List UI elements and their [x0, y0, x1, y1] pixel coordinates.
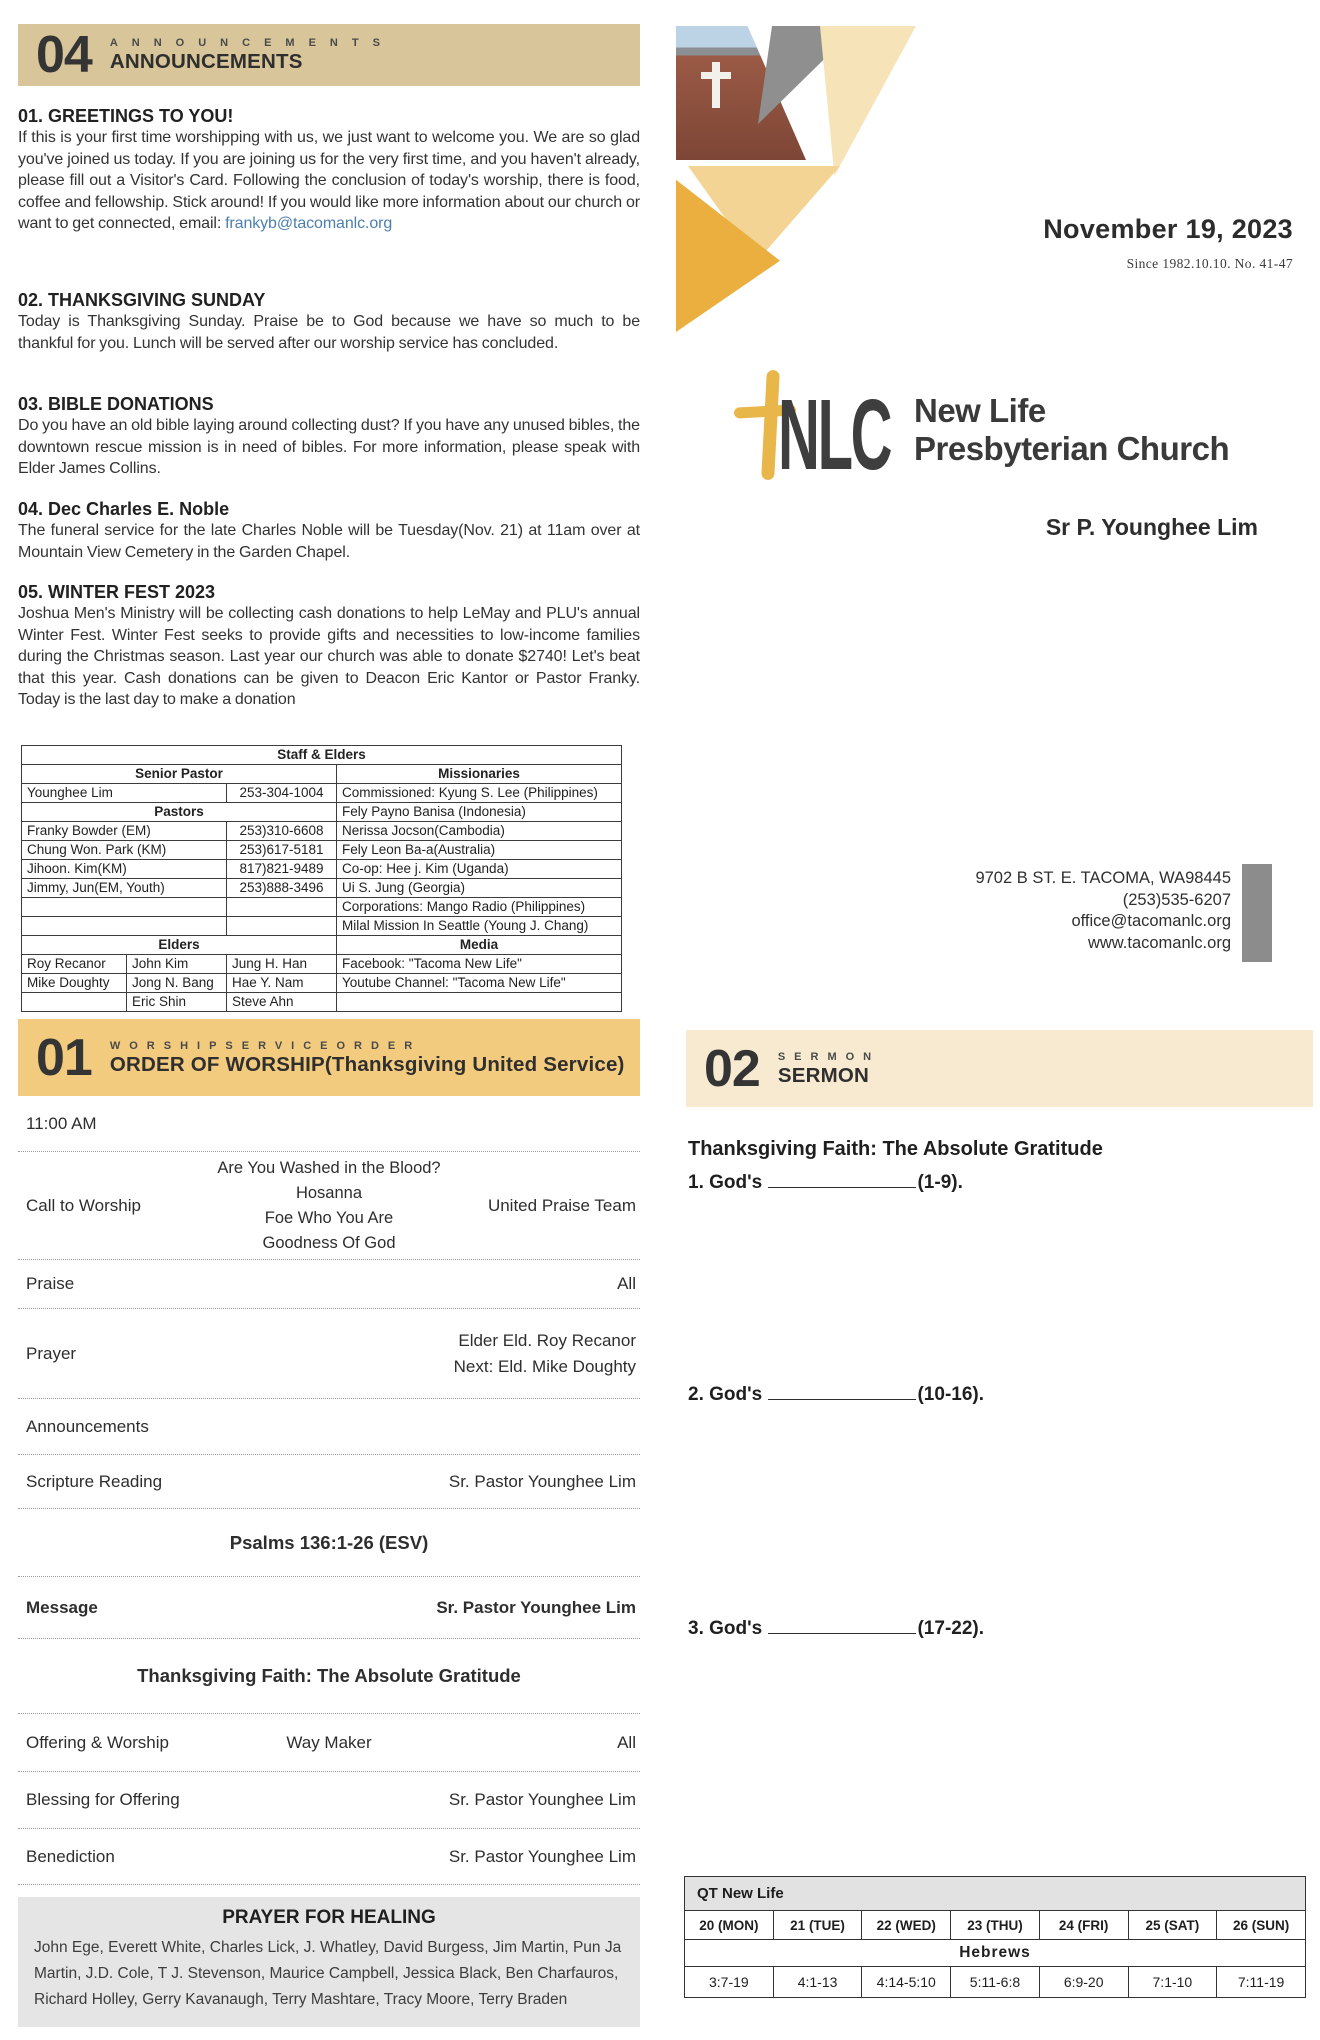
table-row	[685, 1967, 1306, 1998]
section-number: 04	[36, 26, 92, 84]
missionary-cell: Nerissa Jocson(Cambodia)	[337, 822, 622, 841]
qt-day: 23 (THU)	[951, 1911, 1040, 1940]
healing-names: John Ege, Everett White, Charles Lick, J. Whatley, David Burgess, Jim Martin, Pun Ja Martin, J.D. Cole, T J. Stevenson, Maurice Campbell, Jessica Black, Ben Charfauros, Richard Holley, Gerry Kavanaugh, Terry Mashtare, Tracy Moore, Terry Braden	[34, 1939, 622, 2008]
worship-row-time	[18, 1096, 640, 1152]
worship-item-leader	[454, 1328, 640, 1380]
worship-item-label: Message	[26, 1597, 98, 1617]
worship-item-label: Praise	[26, 1274, 75, 1293]
announcement-body: Joshua Men's Ministry will be collecting cash donations to help LeMay and PLU's annual Winter Fest. Winter Fest seeks to provide gifts and necessities to low-income families during the Christmas season. Last year our church was able to donate $2740! Let's beat that this year. Cash donations can be given to Deacon Eric Kantor or Pastor Franky. Today is the last day to make a donation	[18, 605, 640, 708]
header-cell: Media	[337, 936, 622, 955]
announcements-band	[18, 24, 640, 86]
qt-day: 20 (MON)	[685, 1911, 774, 1940]
sermon-kicker: SERMON	[777, 1050, 881, 1063]
qt-verse: 4:14-5:10	[862, 1967, 951, 1998]
table-row	[22, 765, 622, 784]
announcement-winter-fest	[18, 581, 640, 731]
qt-verse: 6:9-20	[1039, 1967, 1128, 1998]
empty-cell	[22, 917, 227, 936]
table-row	[22, 898, 622, 917]
worship-row-announcements	[18, 1399, 640, 1455]
fill-in-blank	[768, 1172, 916, 1188]
table-row	[22, 879, 622, 898]
worship-row-praise	[18, 1260, 640, 1309]
announcement-heading: 05. WINTER FEST 2023	[18, 582, 216, 602]
address-line: 9702 B ST. E. TACOMA, WA98445	[975, 869, 1231, 887]
sermon-point-2	[688, 1384, 984, 1406]
worship-item-leader: Sr. Pastor Younghee Lim	[436, 1597, 636, 1617]
email-link[interactable]: frankyb@tacomanlc.org	[225, 215, 393, 232]
phone-cell: 817)821-9489	[227, 860, 337, 879]
missionary-cell: Commissioned: Kyung S. Lee (Philippines)	[337, 784, 622, 803]
media-cell: Facebook: "Tacoma New Life"	[337, 955, 622, 974]
header-cell: Missionaries	[337, 765, 622, 784]
announcement-heading: 04. Dec Charles E. Noble	[18, 499, 230, 519]
phone-cell: 253)310-6608	[227, 822, 337, 841]
announcement-heading: 02. THANKSGIVING SUNDAY	[18, 290, 266, 310]
missionary-cell: Ui S. Jung (Georgia)	[337, 879, 622, 898]
empty-cell	[337, 993, 622, 1012]
table-row	[22, 993, 622, 1012]
left-column	[18, 24, 640, 2027]
sermon-point-label: 3. God's	[688, 1618, 763, 1639]
qt-verse: 5:11-6:8	[951, 1967, 1040, 1998]
announcement-greetings	[18, 105, 640, 270]
worship-item-label: Prayer	[26, 1343, 77, 1363]
table-row	[685, 1911, 1306, 1940]
name-cell: Jimmy, Jun(EM, Youth)	[22, 879, 227, 898]
worship-kicker: WORSHIPSERVICEORDER	[109, 1039, 422, 1052]
worship-row-sermon-title	[18, 1639, 640, 1714]
qt-verse: 3:7-19	[685, 1967, 774, 1998]
qt-day: 22 (WED)	[862, 1911, 951, 1940]
elder-cell: Jung H. Han	[227, 955, 337, 974]
elder-cell: Hae Y. Nam	[227, 974, 337, 993]
empty-cell	[227, 917, 337, 936]
missionary-cell: Fely Payno Banisa (Indonesia)	[337, 803, 622, 822]
missionary-cell: Co-op: Hee j. Kim (Uganda)	[337, 860, 622, 879]
sermon-heading: Thanksgiving Faith: The Absolute Gratitude	[688, 1138, 1103, 1160]
section-number: 02	[704, 1039, 760, 1098]
announcement-bible-donations	[18, 393, 640, 479]
announcement-body: The funeral service for the late Charles Noble will be Tuesday(Nov. 21) at 11am over at Mountain View Cemetery in the Garden Chapel.	[18, 522, 640, 561]
phone-cell: 253)888-3496	[227, 879, 337, 898]
announcement-body	[18, 127, 640, 235]
section-number: 01	[36, 1028, 92, 1087]
elder-cell: Roy Recanor	[22, 955, 127, 974]
song-title: Way Maker	[286, 1732, 372, 1752]
qt-day: 21 (TUE)	[773, 1911, 862, 1940]
worship-item-label: Call to Worship	[26, 1195, 141, 1215]
prayer-leader-next: Next: Eld. Mike Doughty	[453, 1356, 636, 1376]
qt-verse: 7:11-19	[1217, 1967, 1306, 1998]
worship-row-call-to-worship	[18, 1152, 640, 1260]
worship-row-scripture	[18, 1455, 640, 1509]
cross-icon	[701, 72, 731, 79]
sermon-band-title: SERMON	[777, 1063, 870, 1087]
logo-acronym: NLC	[778, 379, 891, 491]
song-title: Are You Washed in the Blood?	[217, 1158, 441, 1177]
worship-item-leader: United Praise Team	[487, 1195, 636, 1215]
sermon-point-3	[688, 1618, 984, 1640]
worship-row-blessing	[18, 1772, 640, 1829]
photo-collage	[676, 18, 916, 333]
church-name-line2: Presbyterian Church	[914, 430, 1230, 467]
name-cell: Jihoon. Kim(KM)	[22, 860, 227, 879]
announcements-kicker: ANNOUNCEMENTS	[109, 37, 394, 49]
worship-item-label: 11:00 AM	[26, 1113, 97, 1133]
sermon-point-ref: (1-9).	[917, 1172, 963, 1193]
gray-accent-bar	[1242, 864, 1272, 962]
elder-cell: Mike Doughty	[22, 974, 127, 993]
worship-row-prayer	[18, 1309, 640, 1399]
worship-row-offering	[18, 1714, 640, 1772]
song-title: Foe Who You Are	[264, 1208, 394, 1227]
cross-icon	[712, 62, 720, 108]
worship-item-label: Offering & Worship	[26, 1732, 169, 1752]
announcements-title: ANNOUNCEMENTS	[109, 50, 303, 73]
worship-row-benediction	[18, 1829, 640, 1885]
announcement-text: If this is your first time worshipping with us, we just want to welcome you. We are so glad you've joined us today. If you are joining us for the very first time, and you haven't already, please fill out a Visitor's Card. Following the conclusion of today's worship, there is food, coffee and fellowship. Stick around! If you would like more information about our church or want to get connected, email:	[18, 129, 640, 232]
prayer-leader: Elder Eld. Roy Recanor	[458, 1330, 636, 1350]
elder-cell: John Kim	[127, 955, 227, 974]
band-text	[778, 1050, 880, 1088]
announcement-thanksgiving	[18, 289, 640, 374]
name-cell: Franky Bowder (EM)	[22, 822, 227, 841]
table-row	[22, 917, 622, 936]
website: www.tacomanlc.org	[1087, 933, 1231, 952]
pale-triangle	[820, 26, 916, 176]
senior-pastor-name: Sr P. Younghee Lim	[1045, 514, 1258, 540]
table-row	[22, 841, 622, 860]
qt-reading-table	[684, 1876, 1306, 1998]
phone-cell: 253)617-5181	[227, 841, 337, 860]
table-row	[22, 936, 622, 955]
qt-verse: 4:1-13	[773, 1967, 862, 1998]
announcement-heading: 03. BIBLE DONATIONS	[18, 394, 214, 414]
worship-item-leader: All	[617, 1732, 636, 1752]
table-row	[22, 822, 622, 841]
scripture-reference: Psalms 136:1-26 (ESV)	[229, 1531, 429, 1553]
worship-band	[18, 1019, 640, 1096]
elder-cell: Eric Shin	[127, 993, 227, 1012]
worship-item-label: Blessing for Offering	[26, 1790, 180, 1809]
table-title: Staff & Elders	[22, 746, 622, 765]
missionary-cell: Fely Leon Ba-a(Australia)	[337, 841, 622, 860]
table-row	[22, 746, 622, 765]
table-row	[22, 784, 622, 803]
sermon-band	[686, 1030, 1313, 1107]
phone-line: (253)535-6207	[1122, 890, 1231, 909]
table-row	[22, 803, 622, 822]
header-cell: Pastors	[22, 803, 337, 822]
fill-in-blank	[768, 1618, 916, 1634]
sermon-point-ref: (17-22).	[917, 1618, 985, 1639]
church-address-block	[975, 868, 1231, 954]
worship-item-label: Benediction	[26, 1846, 115, 1866]
qt-title: QT New Life	[685, 1877, 1306, 1911]
worship-item-leader: Sr. Pastor Younghee Lim	[448, 1790, 636, 1809]
empty-cell	[22, 993, 127, 1012]
media-cell: Youtube Channel: "Tacoma New Life"	[337, 974, 622, 993]
prayer-for-healing-box	[18, 1897, 640, 2027]
bulletin-date: November 19, 2023	[1043, 214, 1293, 244]
header-cell: Elders	[22, 936, 337, 955]
song-list	[18, 1156, 640, 1256]
sermon-point-1	[688, 1172, 963, 1194]
phone-cell: 253-304-1004	[227, 784, 337, 803]
announcement-body: Today is Thanksgiving Sunday. Praise be to God because we have so much to be thankful for you. Lunch will be served after our worship service has concluded.	[18, 313, 640, 352]
elder-cell: Jong N. Bang	[127, 974, 227, 993]
band-text	[110, 1039, 625, 1077]
qt-day: 25 (SAT)	[1128, 1911, 1217, 1940]
missionary-cell: Corporations: Mango Radio (Philippines)	[337, 898, 622, 917]
table-row	[22, 860, 622, 879]
elder-cell: Steve Ahn	[227, 993, 337, 1012]
worship-item-leader: Sr. Pastor Younghee Lim	[448, 1471, 636, 1491]
right-column	[676, 18, 1313, 2040]
song-title: Goodness Of God	[262, 1233, 396, 1252]
sermon-point-ref: (10-16).	[917, 1384, 985, 1405]
worship-row-message	[18, 1577, 640, 1639]
qt-day: 26 (SUN)	[1217, 1911, 1306, 1940]
band-text	[110, 36, 394, 74]
empty-cell	[22, 898, 227, 917]
sermon-title-line: Thanksgiving Faith: The Absolute Gratitude	[137, 1665, 521, 1686]
table-row	[685, 1940, 1306, 1967]
announcement-heading: 01. GREETINGS TO YOU!	[18, 106, 234, 126]
worship-row-psalms	[18, 1509, 640, 1577]
worship-item-label: Scripture Reading	[26, 1471, 163, 1491]
bulletin-issue-number: Since 1982.10.10. No. 41-47	[1126, 256, 1293, 271]
table-row	[22, 955, 622, 974]
qt-verse: 7:1-10	[1128, 1967, 1217, 1998]
staff-elders-table	[21, 745, 622, 1012]
song-title: Hosanna	[295, 1183, 363, 1202]
worship-item-label: Announcements	[26, 1416, 149, 1436]
qt-day: 24 (FRI)	[1039, 1911, 1128, 1940]
church-name-line1: New Life	[914, 392, 1046, 429]
healing-title: PRAYER FOR HEALING	[222, 1907, 436, 1928]
sermon-point-label: 1. God's	[688, 1172, 763, 1193]
office-email: office@tacomanlc.org	[1071, 912, 1231, 930]
empty-cell	[227, 898, 337, 917]
announcement-funeral	[18, 498, 640, 562]
worship-title: ORDER OF WORSHIP(Thanksgiving United Service)	[109, 1052, 625, 1076]
name-cell: Chung Won. Park (KM)	[22, 841, 227, 860]
table-row	[685, 1877, 1306, 1911]
header-cell: Senior Pastor	[22, 765, 337, 784]
table-row	[22, 974, 622, 993]
name-cell: Younghee Lim	[22, 784, 227, 803]
worship-item-leader: All	[617, 1274, 636, 1293]
qt-book: Hebrews	[685, 1940, 1306, 1967]
announcement-body: Do you have an old bible laying around collecting dust? If you have any unused bibles, the downtown rescue mission is in need of bibles. For more information, please speak with Elder James Collins.	[18, 417, 640, 477]
worship-item-leader: Sr. Pastor Younghee Lim	[448, 1846, 636, 1866]
sermon-point-label: 2. God's	[688, 1384, 763, 1405]
missionary-cell: Milal Mission In Seattle (Young J. Chang)	[337, 917, 622, 936]
fill-in-blank	[768, 1384, 916, 1400]
